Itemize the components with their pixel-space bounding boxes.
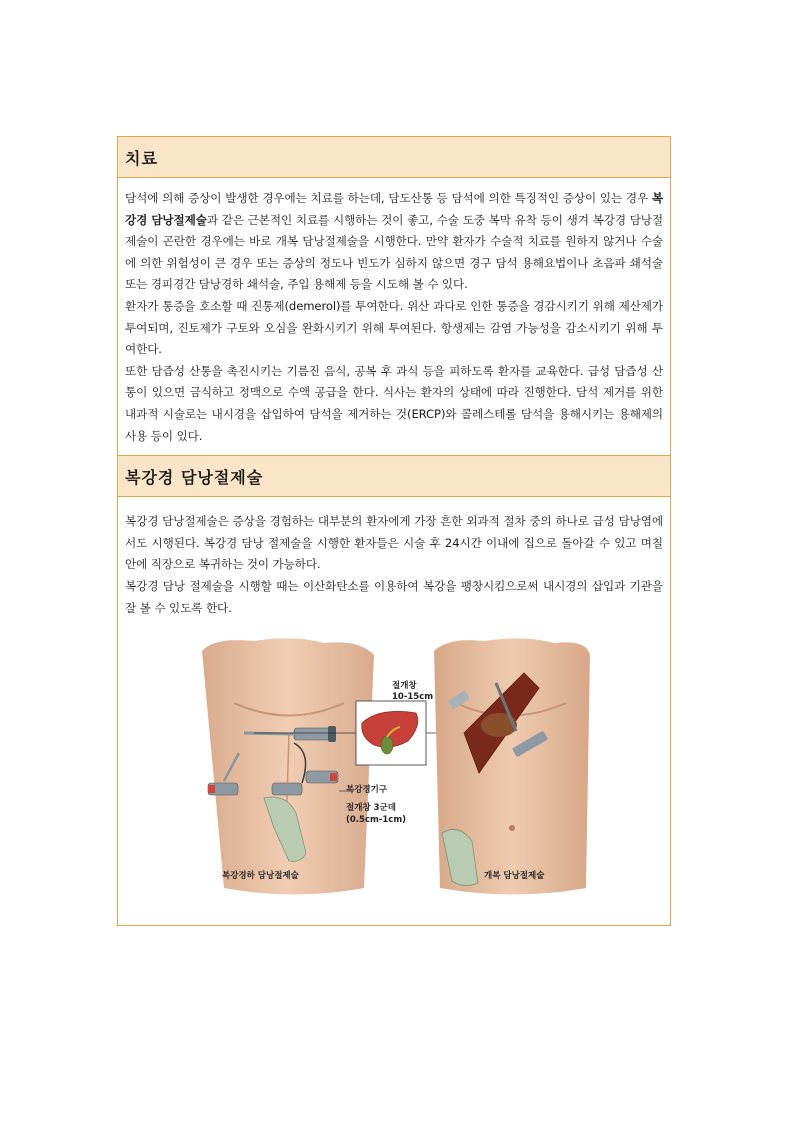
liver-inset xyxy=(356,701,426,765)
ports-size: (0.5cm-1cm) xyxy=(346,815,407,826)
instrument-label: 복강경기구 xyxy=(346,785,388,796)
surgery-illustration xyxy=(194,633,594,911)
paragraph: 복강경 담낭 절제술을 시행할 때는 이산화탄소를 이용하여 복강을 팽창시킴으로써 내시경의 삽입과 기관을 잘 볼 수 있도록 한다. xyxy=(125,578,663,615)
section-heading-treatment: 치료 xyxy=(118,137,670,178)
left-caption: 복강경하 담낭절제술 xyxy=(222,871,299,882)
surgery-illustration-graphic xyxy=(194,633,594,911)
bold-term: 복강경 담낭절제술 xyxy=(125,191,663,227)
incision-label: 절개창 xyxy=(392,681,417,692)
paragraph: 담석에 의해 증상이 발생한 경우에는 치료를 하는데, 담도산통 등 담석에 의한 특징적인 증상이 있는 경우 복강경 담낭절제술과 같은 근본적인 치료를 시행하는 것이 좋고, 수술 도중 복막 유착 등이 생겨 복강경 담낭절제술이 곤란한 경우에는 바로 개복 담낭절제술을 시행한다. 만약 환자가 수술적 치료를 원하지 않거나 수술에 의한 위험성이 큰 경우 또는 증상의 정도나 빈도가 심하지 않으면 경구 담석 용해요법이나 초음파 쇄석술 또는 경피경간 담낭경하 쇄석술, 주입 용해제 등을 시도해 볼 수 있다. xyxy=(125,191,663,292)
document-frame xyxy=(117,136,671,926)
right-caption: 개복 담낭절제술 xyxy=(484,871,545,882)
paragraph: 환자가 통증을 호소할 때 진통제(demerol)를 투여한다. 위산 과다로 인한 통증을 경감시키기 위해 제산제가 투여되며, 진토제가 구토와 오심을 완화시키기 위해 투여된다. 항생제는 감염 가능성을 감소시키기 위해 투여한다. xyxy=(125,298,663,357)
section-body-laparoscopic xyxy=(118,497,670,925)
section-heading-laparoscopic: 복강경 담낭절제술 xyxy=(118,455,670,497)
ports-label: 절개창 3군데 xyxy=(346,803,396,814)
paragraph: 또한 담즙성 산통을 촉진시키는 기름진 음식, 공복 후 과식 등을 피하도록 환자를 교육한다. 급성 담즙성 산통이 있으면 금식하고 정맥으로 수액 공급을 한다. 식사는 환자의 상태에 따라 진행한다. 담석 제거를 위한 내과적 시술로는 내시경을 삽입하여 담석을 제거하는 것(ERCP)와 콜레스테롤 담석을 용해시키는 용해제의 사용 등이 있다. xyxy=(125,363,663,443)
incision-size: 10-15cm xyxy=(392,692,434,703)
section-body-treatment xyxy=(118,178,670,455)
paragraph: 복강경 담낭절제술은 증상을 경험하는 대부분의 환자에게 가장 흔한 외과적 절차 중의 하나로 급성 담낭염에서도 시행된다. 복강경 담낭 절제술을 시행한 환자들은 시술 후 24시간 이내에 집으로 돌아갈 수 있고 며칠 안에 직장으로 복귀하는 것이 가능하다. xyxy=(125,514,663,572)
